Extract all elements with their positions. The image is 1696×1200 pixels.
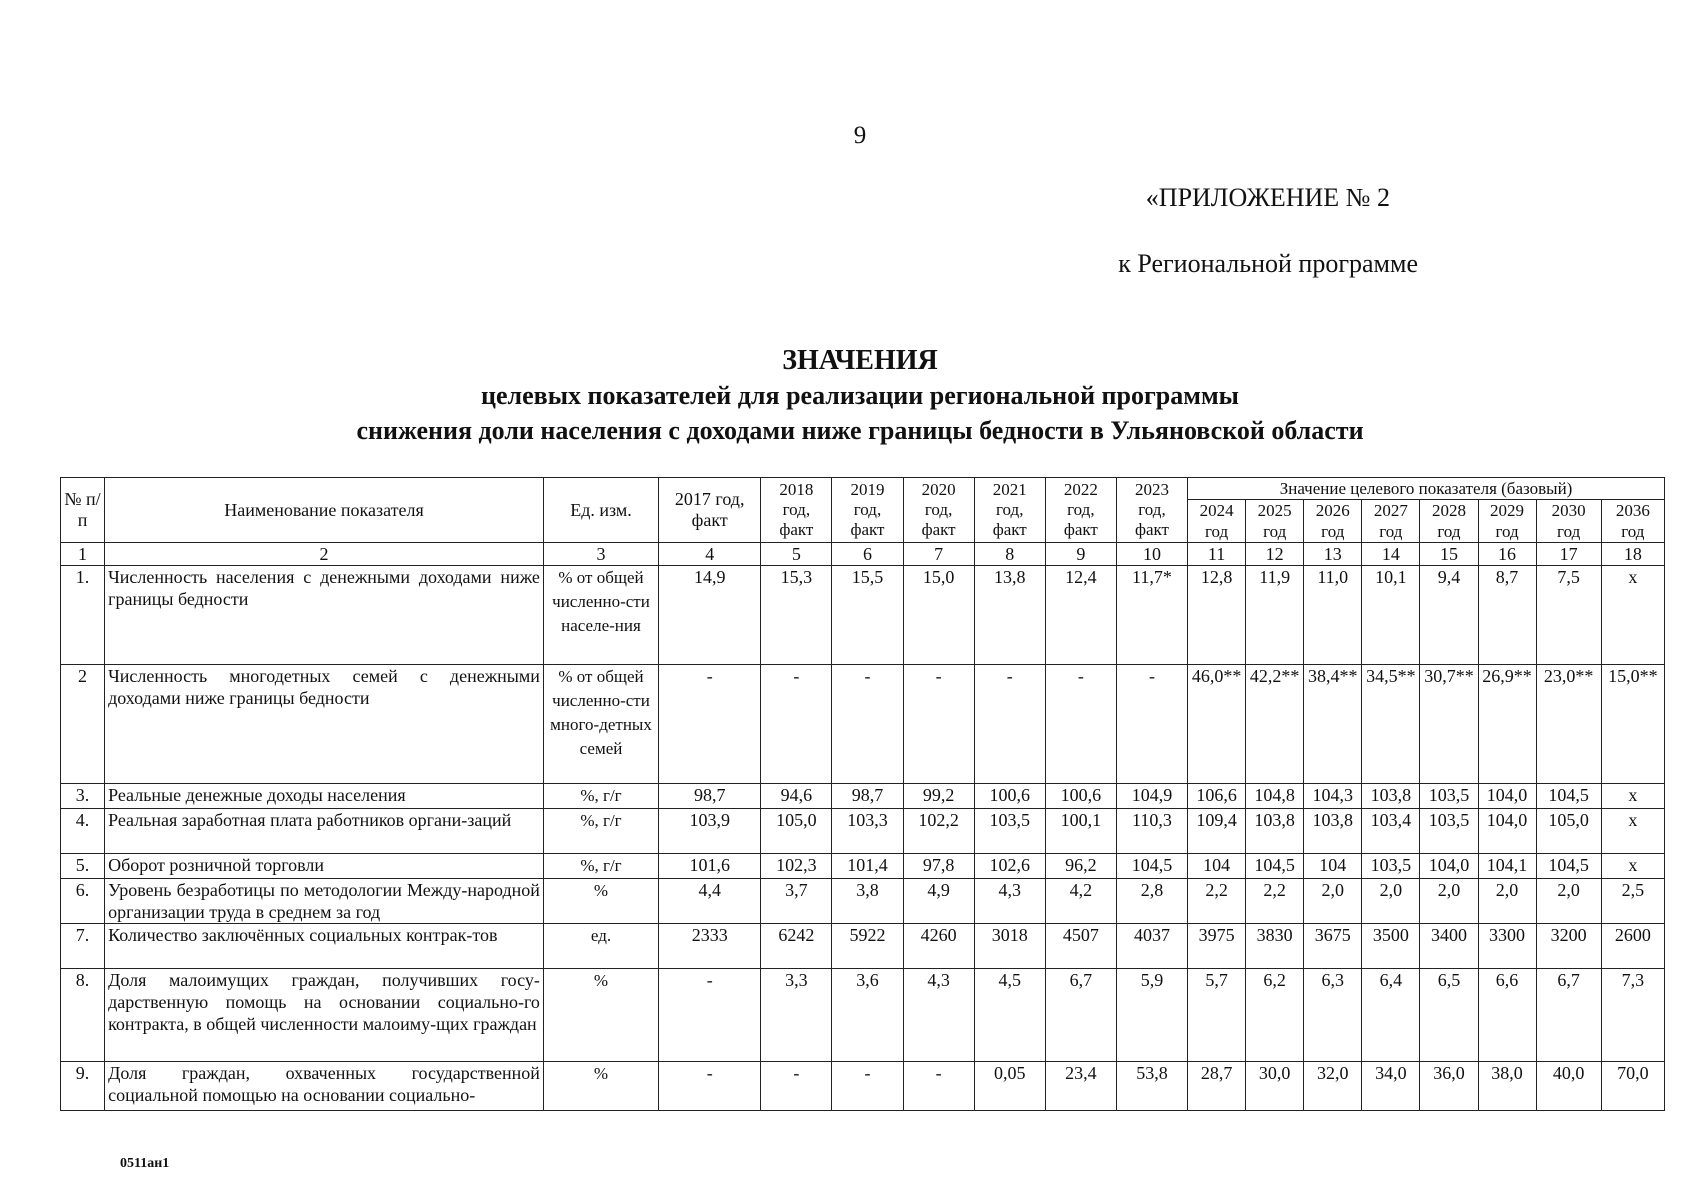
- row-number: 1.: [61, 566, 105, 665]
- column-index: 18: [1601, 543, 1664, 566]
- indicator-value: 7,5: [1536, 566, 1601, 665]
- indicator-value: 2,0: [1362, 879, 1420, 924]
- row-number: 9.: [61, 1062, 105, 1111]
- indicator-value: 2,0: [1304, 879, 1362, 924]
- indicator-value: 2,0: [1478, 879, 1536, 924]
- indicator-value: 103,5: [1420, 784, 1478, 809]
- indicator-name: Оборот розничной торговли: [105, 854, 544, 879]
- header-year-2017: 2017 год, факт: [659, 478, 761, 543]
- table-body: [61, 543, 1665, 1111]
- indicator-value: 103,5: [974, 809, 1045, 854]
- indicator-value: 13,8: [974, 566, 1045, 665]
- indicator-value: 38,0: [1478, 1062, 1536, 1111]
- indicator-value: 103,4: [1362, 809, 1420, 854]
- indicator-value: 4,3: [974, 879, 1045, 924]
- table-row: [61, 1062, 1665, 1111]
- indicator-value: 34,0: [1362, 1062, 1420, 1111]
- table-row: [61, 784, 1665, 809]
- header-year-2024: 2024 год: [1188, 500, 1246, 543]
- indicator-value: 28,7: [1188, 1062, 1246, 1111]
- indicator-name: Численность населения с денежными доходами ниже границы бедности: [105, 566, 544, 665]
- indicator-value: -: [761, 665, 832, 784]
- indicator-value: 34,5**: [1362, 665, 1420, 784]
- indicator-value: 12,8: [1188, 566, 1246, 665]
- indicator-value: 42,2**: [1246, 665, 1304, 784]
- indicator-value: 5922: [832, 924, 903, 969]
- column-index: 4: [659, 543, 761, 566]
- row-number: 3.: [61, 784, 105, 809]
- header-year-2021: 2021 год, факт: [974, 478, 1045, 543]
- indicator-value: 103,5: [1362, 854, 1420, 879]
- indicator-value: 7,3: [1601, 969, 1664, 1062]
- indicator-value: 2,0: [1420, 879, 1478, 924]
- table-row: [61, 924, 1665, 969]
- indicator-value: 96,2: [1045, 854, 1116, 879]
- column-index: 10: [1116, 543, 1187, 566]
- indicator-value: 11,9: [1246, 566, 1304, 665]
- indicator-value: 103,3: [832, 809, 903, 854]
- indicator-name: Доля малоимущих граждан, получивших госу-дарственную помощь на основании социально-го контракта, в общей численности малоиму-щих граждан: [105, 969, 544, 1062]
- header-year-2020: 2020 год, факт: [903, 478, 974, 543]
- indicator-value: 2,5: [1601, 879, 1664, 924]
- indicator-unit: ед.: [543, 924, 658, 969]
- row-number: 5.: [61, 854, 105, 879]
- indicator-value: 5,9: [1116, 969, 1187, 1062]
- indicator-value: -: [761, 1062, 832, 1111]
- table-row: [61, 809, 1665, 854]
- indicator-name: Уровень безработицы по методологии Между-народной организации труда в среднем за год: [105, 879, 544, 924]
- indicator-value: 40,0: [1536, 1062, 1601, 1111]
- table-row: [61, 969, 1665, 1062]
- indicator-value: 104,0: [1420, 854, 1478, 879]
- header-year-2022: 2022 год, факт: [1045, 478, 1116, 543]
- appendix-subtitle: к Региональной программе: [1118, 249, 1418, 278]
- indicator-unit: %: [543, 1062, 658, 1111]
- indicator-value: 105,0: [1536, 809, 1601, 854]
- indicator-value: х: [1601, 784, 1664, 809]
- indicator-value: 6,6: [1478, 969, 1536, 1062]
- column-index: 17: [1536, 543, 1601, 566]
- indicator-unit: % от общей численно-сти населе-ния: [543, 566, 658, 665]
- indicator-value: х: [1601, 854, 1664, 879]
- indicator-unit: %, г/г: [543, 784, 658, 809]
- indicator-value: 26,9**: [1478, 665, 1536, 784]
- indicator-value: 3300: [1478, 924, 1536, 969]
- row-number: 4.: [61, 809, 105, 854]
- indicator-value: -: [659, 1062, 761, 1111]
- column-index: 5: [761, 543, 832, 566]
- indicator-value: 30,0: [1246, 1062, 1304, 1111]
- header-year-2019: 2019 год, факт: [832, 478, 903, 543]
- indicator-value: 2600: [1601, 924, 1664, 969]
- indicator-value: 104,5: [1116, 854, 1187, 879]
- indicator-value: 6242: [761, 924, 832, 969]
- indicator-value: 30,7**: [1420, 665, 1478, 784]
- indicator-value: 11,0: [1304, 566, 1362, 665]
- indicator-value: 100,6: [1045, 784, 1116, 809]
- column-index: 15: [1420, 543, 1478, 566]
- indicator-value: -: [903, 1062, 974, 1111]
- indicator-value: 2,2: [1188, 879, 1246, 924]
- appendix-title: «ПРИЛОЖЕНИЕ № 2: [1145, 183, 1390, 212]
- indicator-value: 102,2: [903, 809, 974, 854]
- indicator-value: 104,3: [1304, 784, 1362, 809]
- indicator-value: -: [1045, 665, 1116, 784]
- indicator-value: 3400: [1420, 924, 1478, 969]
- row-number: 8.: [61, 969, 105, 1062]
- indicator-value: 4507: [1045, 924, 1116, 969]
- table-row: [61, 566, 1665, 665]
- indicator-value: 3975: [1188, 924, 1246, 969]
- indicator-value: 106,6: [1188, 784, 1246, 809]
- indicator-name: Доля граждан, охваченных государственной социальной помощью на основании социально-: [105, 1062, 544, 1111]
- column-index: 12: [1246, 543, 1304, 566]
- indicator-value: 104,9: [1116, 784, 1187, 809]
- indicator-value: 104,0: [1478, 784, 1536, 809]
- indicator-value: -: [659, 665, 761, 784]
- indicator-value: -: [832, 1062, 903, 1111]
- indicator-value: 103,9: [659, 809, 761, 854]
- indicator-table: [60, 477, 1665, 1111]
- indicator-value: 104: [1304, 854, 1362, 879]
- indicator-value: 6,3: [1304, 969, 1362, 1062]
- header-year-2018: 2018 год, факт: [761, 478, 832, 543]
- page-number: 9: [853, 122, 867, 149]
- column-index-row: [61, 543, 1665, 566]
- indicator-value: -: [832, 665, 903, 784]
- indicator-value: 99,2: [903, 784, 974, 809]
- indicator-value: 103,5: [1420, 809, 1478, 854]
- indicator-name: Количество заключённых социальных контрак-тов: [105, 924, 544, 969]
- indicator-value: 2,2: [1246, 879, 1304, 924]
- indicator-value: 6,4: [1362, 969, 1420, 1062]
- indicator-value: 104,5: [1246, 854, 1304, 879]
- table-row: [61, 665, 1665, 784]
- indicator-value: 15,5: [832, 566, 903, 665]
- indicator-value: 104: [1188, 854, 1246, 879]
- indicator-value: 15,0**: [1601, 665, 1664, 784]
- indicator-value: 3675: [1304, 924, 1362, 969]
- indicator-value: 38,4**: [1304, 665, 1362, 784]
- header-num: № п/п: [61, 478, 105, 543]
- header-year-2036: 2036 год: [1601, 500, 1664, 543]
- footer-document-code: 0511ан1: [120, 1156, 170, 1171]
- indicator-value: 102,6: [974, 854, 1045, 879]
- indicator-value: 104,8: [1246, 784, 1304, 809]
- header-year-2028: 2028 год: [1420, 500, 1478, 543]
- indicator-value: 46,0**: [1188, 665, 1246, 784]
- column-index: 11: [1188, 543, 1246, 566]
- indicator-name: Численность многодетных семей с денежными доходами ниже границы бедности: [105, 665, 544, 784]
- indicator-value: 94,6: [761, 784, 832, 809]
- column-index: 9: [1045, 543, 1116, 566]
- header-name: Наименование показателя: [105, 478, 544, 543]
- indicator-value: 104,5: [1536, 784, 1601, 809]
- row-number: 7.: [61, 924, 105, 969]
- indicator-value: 101,6: [659, 854, 761, 879]
- column-index: 6: [832, 543, 903, 566]
- indicator-value: -: [903, 665, 974, 784]
- header-year-2023: 2023 год, факт: [1116, 478, 1187, 543]
- indicator-value: 103,8: [1362, 784, 1420, 809]
- table-row: [61, 879, 1665, 924]
- indicator-value: 15,3: [761, 566, 832, 665]
- document-heading: ЗНАЧЕНИЯ: [782, 345, 938, 376]
- indicator-value: 9,4: [1420, 566, 1478, 665]
- indicator-value: 8,7: [1478, 566, 1536, 665]
- header-unit: Ед. изм.: [543, 478, 658, 543]
- indicator-value: 3,7: [761, 879, 832, 924]
- indicator-value: 2333: [659, 924, 761, 969]
- column-index: 14: [1362, 543, 1420, 566]
- indicator-value: 3,8: [832, 879, 903, 924]
- column-index: 13: [1304, 543, 1362, 566]
- indicator-value: 11,7*: [1116, 566, 1187, 665]
- indicator-value: 3,6: [832, 969, 903, 1062]
- indicator-value: 4,3: [903, 969, 974, 1062]
- column-index: 16: [1478, 543, 1536, 566]
- header-year-2029: 2029 год: [1478, 500, 1536, 543]
- indicator-value: 2,0: [1536, 879, 1601, 924]
- indicator-unit: %: [543, 969, 658, 1062]
- indicator-unit: % от общей численно-сти много-детных семей: [543, 665, 658, 784]
- indicator-value: 3500: [1362, 924, 1420, 969]
- indicator-value: 3018: [974, 924, 1045, 969]
- indicator-value: 104,0: [1478, 809, 1536, 854]
- document-subheading-line-2: снижения доли населения с доходами ниже границы бедности в Ульяновской области: [356, 416, 1364, 445]
- indicator-value: 6,7: [1536, 969, 1601, 1062]
- indicator-value: 14,9: [659, 566, 761, 665]
- header-year-2030: 2030 год: [1536, 500, 1601, 543]
- indicator-value: 5,7: [1188, 969, 1246, 1062]
- indicator-value: 4,9: [903, 879, 974, 924]
- indicator-value: 4,5: [974, 969, 1045, 1062]
- indicator-value: 105,0: [761, 809, 832, 854]
- document-subheading-line-1: целевых показателей для реализации региональной программы: [481, 381, 1239, 410]
- indicator-value: 3200: [1536, 924, 1601, 969]
- indicator-value: 32,0: [1304, 1062, 1362, 1111]
- indicator-value: 104,1: [1478, 854, 1536, 879]
- indicator-value: 100,6: [974, 784, 1045, 809]
- indicator-value: 0,05: [974, 1062, 1045, 1111]
- header-year-2027: 2027 год: [1362, 500, 1420, 543]
- indicator-value: 4260: [903, 924, 974, 969]
- column-index: 2: [105, 543, 544, 566]
- indicator-value: 12,4: [1045, 566, 1116, 665]
- header-year-2026: 2026 год: [1304, 500, 1362, 543]
- indicator-value: 3,3: [761, 969, 832, 1062]
- header-target-group: Значение целевого показателя (базовый): [1188, 478, 1665, 500]
- indicator-value: 4,4: [659, 879, 761, 924]
- indicator-value: 100,1: [1045, 809, 1116, 854]
- indicator-value: -: [659, 969, 761, 1062]
- indicator-value: 3830: [1246, 924, 1304, 969]
- indicator-value: 98,7: [832, 784, 903, 809]
- indicator-value: 109,4: [1188, 809, 1246, 854]
- indicator-value: 98,7: [659, 784, 761, 809]
- indicator-value: 53,8: [1116, 1062, 1187, 1111]
- indicator-value: 104,5: [1536, 854, 1601, 879]
- indicator-value: 36,0: [1420, 1062, 1478, 1111]
- indicator-value: 2,8: [1116, 879, 1187, 924]
- row-number: 6.: [61, 879, 105, 924]
- indicator-value: 103,8: [1304, 809, 1362, 854]
- indicator-value: 97,8: [903, 854, 974, 879]
- column-index: 1: [61, 543, 105, 566]
- indicator-value: х: [1601, 809, 1664, 854]
- indicator-value: х: [1601, 566, 1664, 665]
- table-row: [61, 854, 1665, 879]
- column-index: 8: [974, 543, 1045, 566]
- indicator-value: 70,0: [1601, 1062, 1664, 1111]
- indicator-value: 6,2: [1246, 969, 1304, 1062]
- indicator-unit: %, г/г: [543, 854, 658, 879]
- column-index: 7: [903, 543, 974, 566]
- indicator-value: 10,1: [1362, 566, 1420, 665]
- indicator-value: 103,8: [1246, 809, 1304, 854]
- indicator-value: 23,0**: [1536, 665, 1601, 784]
- indicator-value: 4,2: [1045, 879, 1116, 924]
- header-year-2025: 2025 год: [1246, 500, 1304, 543]
- indicator-value: 6,7: [1045, 969, 1116, 1062]
- indicator-value: 4037: [1116, 924, 1187, 969]
- indicator-value: -: [974, 665, 1045, 784]
- indicator-value: -: [1116, 665, 1187, 784]
- indicator-value: 23,4: [1045, 1062, 1116, 1111]
- row-number: 2: [61, 665, 105, 784]
- column-index: 3: [543, 543, 658, 566]
- indicator-name: Реальные денежные доходы населения: [105, 784, 544, 809]
- indicator-value: 6,5: [1420, 969, 1478, 1062]
- indicator-value: 101,4: [832, 854, 903, 879]
- indicator-unit: %, г/г: [543, 809, 658, 854]
- indicator-value: 102,3: [761, 854, 832, 879]
- indicator-name: Реальная заработная плата работников органи-заций: [105, 809, 544, 854]
- indicator-value: 15,0: [903, 566, 974, 665]
- indicator-unit: %: [543, 879, 658, 924]
- indicator-value: 110,3: [1116, 809, 1187, 854]
